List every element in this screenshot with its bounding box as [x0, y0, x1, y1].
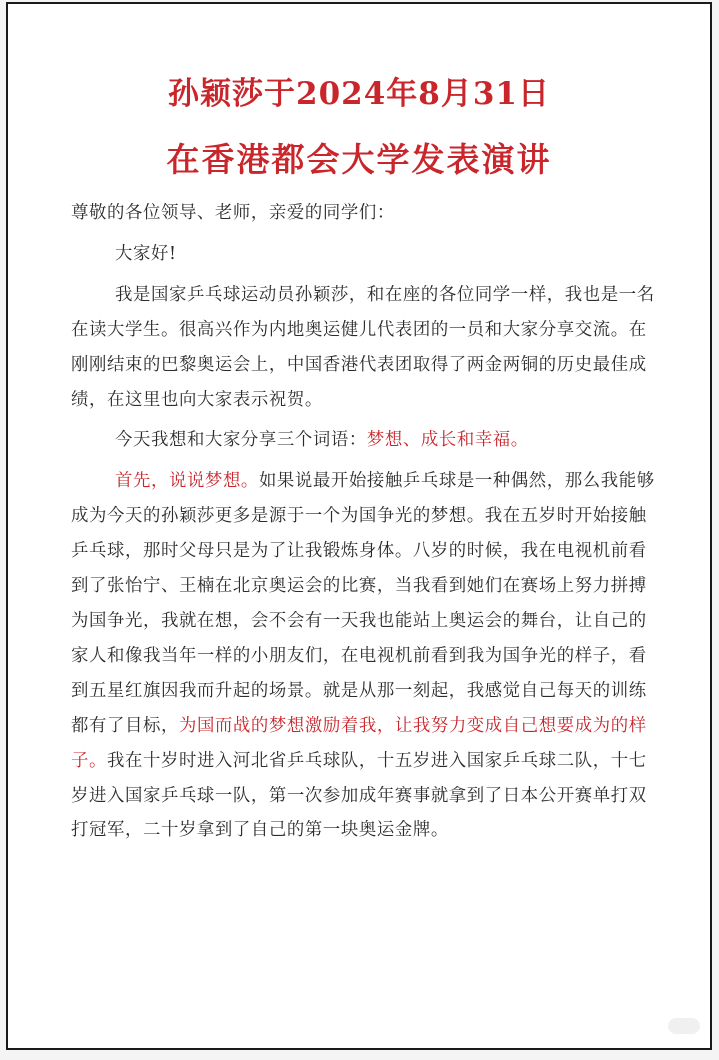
watermark-shape [668, 1018, 700, 1034]
document-page [6, 2, 712, 1050]
title-line-1: 孙颖莎于2024年8月31日 [168, 76, 550, 112]
speech-body [71, 196, 661, 848]
dream-text-2: 我在十岁时进入河北省乒乓球队，十五岁进入国家乒乓球二队，十七岁进入国家乒乓球一队，第一次参加成年赛事就拿到了日本公开赛单打双打冠军，二十岁拿到了自己的第一块奥运金牌。 [71, 750, 647, 841]
paragraph-three-words [71, 423, 661, 458]
dream-heading: 首先，说说梦想。 [115, 471, 259, 492]
three-words-highlight: 梦想、成长和幸福。 [366, 430, 529, 451]
greeting: 大家好! [115, 243, 177, 264]
three-words-lead: 今天我想和大家分享三个词语： [115, 430, 367, 451]
dream-text-1: 如果说最开始接触乒乓球是一种偶然，那么我能够成为今天的孙颖莎更多是源于一个为国争光的梦想。我在五岁时开始接触乒乓球，那时父母只是为了让我锻炼身体。八岁的时候，我在电视机前看到了张怡宁、王楠在北京奥运会的比赛，当我看到她们在赛场上努力拼搏为国争光，我就在想，会不会有一天我也能站上奥运会的舞台，让自己的家人和像我当年一样的小朋友们，在电视机前看到我为国争光的样子，看到五星红旗因我而升起的场景。就是从那一刻起，我感觉自己每天的训练都有了目标， [71, 471, 655, 736]
paragraph-intro: 我是国家乒乓球运动员孙颖莎，和在座的各位同学一样，我也是一名在读大学生。很高兴作为内地奥运健儿代表团的一员和大家分享交流。在刚刚结束的巴黎奥运会上，中国香港代表团取得了两金两铜的历史最佳成绩，在这里也向大家表示祝贺。 [71, 284, 655, 410]
dream-highlight: 为国而战的梦想激励着我，让我努力变成自己想要成为的样子。 [71, 715, 647, 771]
salutation: 尊敬的各位领导、老师，亲爱的同学们： [71, 203, 395, 223]
paragraph-dream [71, 464, 661, 848]
title-line-2: 在香港都会大学发表演讲 [166, 140, 552, 179]
